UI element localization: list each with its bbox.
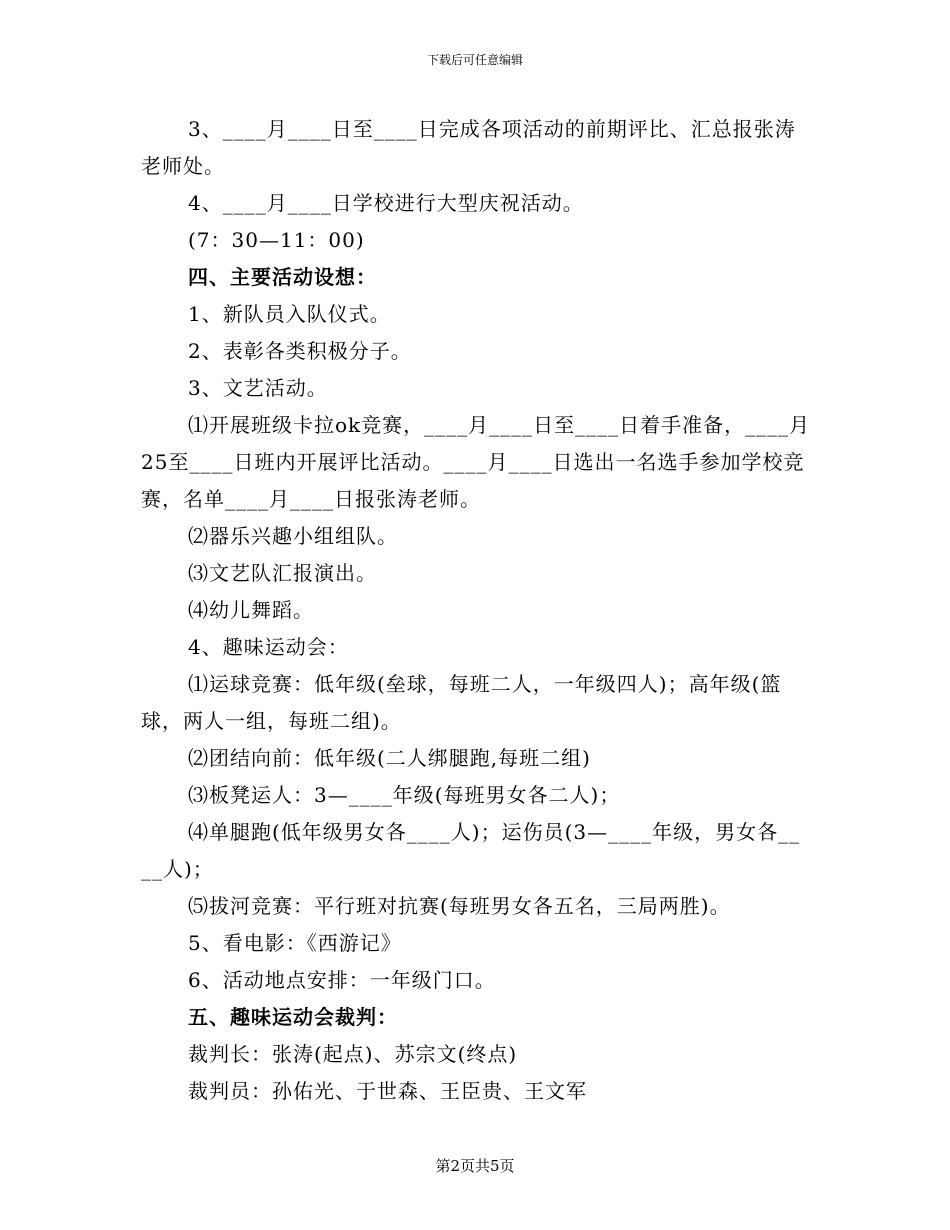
paragraph: 6、活动地点安排：一年级门口。 (188, 968, 496, 992)
paragraph: 4、趣味运动会： (188, 635, 349, 659)
section-heading: 五、趣味运动会裁判： (188, 1005, 398, 1029)
section-heading: 四、主要活动设想： (188, 265, 377, 289)
paragraph: 1、新队员入队仪式。 (188, 302, 391, 326)
document-body (141, 111, 811, 1110)
paragraph: 5、看电影：《西游记》 (188, 931, 402, 955)
paragraph: ⑶板凳运人：3—____年级(每班男女各二人)； (188, 783, 621, 807)
paragraph: ⑸拔河竞赛：平行班对抗赛(每班男女各五名，三局两胜)。 (188, 894, 731, 918)
paragraph: 裁判长：张涛(起点)、苏宗文(终点) (188, 1042, 518, 1066)
paragraph: ⑴开展班级卡拉ok竞赛，____月____日至____日着手准备，____月25至____日班内开展评比活动。____月____日选出一名选手参加学校竞赛，名单____月____日报张涛老师。 (141, 413, 811, 511)
paragraph: ⑷单腿跑(低年级男女各____人)；运伤员(3—____年级，男女各____人)； (141, 820, 801, 881)
paragraph: 3、____月____日至____日完成各项活动的前期评比、汇总报张涛老师处。 (141, 117, 796, 178)
paragraph: ⑷幼儿舞蹈。 (188, 598, 314, 622)
paragraph: ⑶文艺队汇报演出。 (188, 561, 377, 585)
paragraph: ⑵器乐兴趣小组组队。 (188, 524, 398, 548)
paragraph: 4、____月____日学校进行大型庆祝活动。 (188, 191, 584, 215)
paragraph: ⑵团结向前：低年级(二人绑腿跑,每班二组) (188, 746, 591, 770)
paragraph: ⑴运球竞赛：低年级(垒球，每班二人，一年级四人)；高年级(篮球，两人一组，每班二组)。 (141, 672, 782, 733)
paragraph: 2、表彰各类积极分子。 (188, 339, 412, 363)
paragraph: 3、文艺活动。 (188, 376, 328, 400)
paragraph: (7：30—11：00) (188, 228, 365, 252)
paragraph: 裁判员：孙佑光、于世森、王臣贵、王文军 (188, 1079, 587, 1103)
page-footer: 第2页共5页 (435, 1157, 515, 1175)
page-header: 下载后可任意编辑 (426, 53, 523, 67)
